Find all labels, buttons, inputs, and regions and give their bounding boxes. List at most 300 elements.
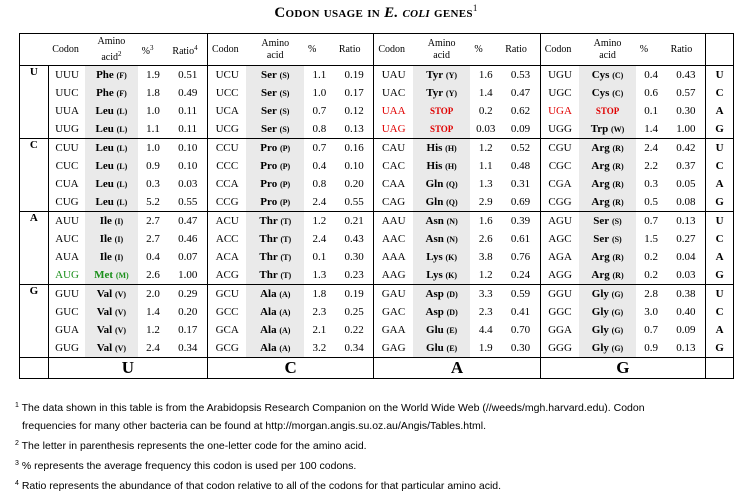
codon-cell: AAU [374,212,413,231]
table-row [20,285,734,304]
codon-cell: AGA [548,251,572,263]
header-codon: Codon [207,34,246,66]
percent-cell: 2.3 [478,306,493,318]
percent-cell: 5.2 [146,196,160,208]
codon-cell: UGU [548,69,572,81]
table-row [20,84,734,102]
third-base-label: C [706,157,734,175]
header-amino-acid: Amino acid [579,34,636,66]
header-ratio: Ratio [501,34,540,66]
percent-cell: 1.4 [478,87,493,99]
percent-cell: 1.5 [644,233,659,245]
ratio-cell: 0.20 [168,303,207,321]
header-percent: % [470,34,501,66]
amino-acid-cell: Arg (R) [579,175,636,193]
ratio-cell: 0.59 [501,285,540,304]
codon-cell: GAU [374,285,413,304]
ratio-cell: 0.17 [168,321,207,339]
amino-acid-cell: STOP [413,120,471,139]
third-base-label: U [706,66,734,85]
amino-acid-cell: Phe (F) [85,66,137,85]
ratio-cell: 0.51 [168,66,207,85]
table-row [20,212,734,231]
amino-acid-cell: Ala (A) [246,339,304,358]
ratio-cell: 0.38 [667,285,706,304]
ratio-cell: 0.07 [168,248,207,266]
percent-cell: 1.1 [312,69,327,81]
amino-acid-cell: Tyr (Y) [413,84,471,102]
codon-cell: CCC [216,160,239,172]
codon-cell: CCU [207,139,246,158]
ratio-cell: 0.09 [501,120,540,139]
ratio-cell: 0.23 [335,266,374,285]
codon-cell: AUU [48,212,85,231]
percent-cell: 0.2 [644,251,659,263]
ratio-cell: 0.05 [676,178,696,190]
amino-acid-cell: Cys (C) [579,84,636,102]
percent-cell: 0.9 [146,160,160,172]
codon-cell: AGC [548,233,572,245]
amino-acid-cell: Ile (I) [85,248,137,266]
percent-cell: 1.2 [478,269,493,281]
footnote-continuation: frequencies for many other bacteria can be found at http://morgan.angis.su.oz.au/Angis/Tables.html. [22,420,487,432]
percent-cell: 2.6 [146,269,160,281]
codon-cell: AGG [548,269,572,281]
third-base-label: G [706,193,734,212]
amino-acid-cell: STOP [413,102,471,120]
percent-cell: 0.4 [644,69,659,81]
codon-cell: UAU [381,69,406,81]
third-base-label: C [706,303,734,321]
amino-acid-cell: Thr (T) [246,212,304,231]
percent-cell: 1.4 [146,306,160,318]
amino-acid-cell: Gln (Q) [413,175,471,193]
ratio-cell: 0.10 [168,139,207,158]
table-row [20,303,734,321]
codon-cell: CUA [55,178,79,190]
amino-acid-cell: Leu (L) [85,175,137,193]
percent-cell: 2.4 [636,139,667,158]
footnotes [15,397,745,495]
ratio-cell: 0.08 [676,196,696,208]
percent-cell: 0.7 [304,139,335,158]
ratio-cell: 0.03 [676,269,696,281]
percent-cell: 1.1 [478,160,493,172]
percent-cell: 3.3 [470,285,501,304]
codon-cell: GCC [215,306,239,318]
amino-acid-cell: Cys (C) [579,66,636,85]
ratio-cell: 0.10 [335,157,374,175]
header-codon: Codon [374,34,413,66]
table-header-row [20,34,734,66]
ratio-cell: 0.13 [676,342,696,354]
table-row [20,139,734,158]
codon-cell: CCA [215,178,239,190]
codon-cell: AUA [55,251,79,263]
third-base-label: U [706,139,734,158]
third-base-label: G [706,266,734,285]
table-row [20,157,734,175]
percent-cell: 2.9 [478,196,493,208]
ratio-cell: 0.20 [335,175,374,193]
ratio-cell: 0.57 [676,87,696,99]
amino-acid-cell: Ser (S) [579,212,636,231]
percent-cell: 1.3 [312,269,327,281]
second-base-row [20,358,734,379]
percent-cell: 0.2 [478,105,493,117]
percent-cell: 0.03 [476,123,496,135]
percent-cell: 2.6 [478,233,493,245]
ratio-cell: 0.17 [335,84,374,102]
amino-acid-cell: Leu (L) [85,102,137,120]
codon-cell: UUA [55,105,79,117]
percent-cell: 2.3 [312,306,327,318]
table-row [20,248,734,266]
ratio-cell: 0.49 [168,84,207,102]
percent-cell: 1.0 [312,87,327,99]
ratio-cell: 0.62 [501,102,540,120]
amino-acid-cell: His (H) [413,139,471,158]
codon-table [19,33,734,379]
first-base-label: A [20,212,49,285]
ratio-cell: 0.03 [168,175,207,193]
amino-acid-cell: Phe (F) [85,84,137,102]
amino-acid-cell: Val (V) [85,321,137,339]
amino-acid-cell: Gly (G) [579,303,636,321]
codon-cell: UGA [548,105,572,117]
ratio-cell: 0.69 [501,193,540,212]
third-base-label: G [706,339,734,358]
codon-cell: GCA [215,324,239,336]
header-ratio: Ratio$^4$ [168,34,207,66]
codon-cell: UUG [55,123,79,135]
header-codon: Codon [48,34,85,66]
ratio-cell: 0.40 [676,306,696,318]
codon-cell: CAA [381,178,406,190]
ratio-cell: 0.43 [676,69,696,81]
percent-cell: 0.1 [312,251,327,263]
percent-cell: 1.2 [470,139,501,158]
codon-cell: GCG [215,342,239,354]
codon-cell: CUU [48,139,85,158]
ratio-cell: 0.30 [676,105,696,117]
codon-cell: AGU [540,212,579,231]
header-amino-acid: Amino acid [413,34,471,66]
amino-acid-cell: Val (V) [85,303,137,321]
amino-acid-cell: Glu (E) [413,321,471,339]
percent-cell: 1.3 [478,178,493,190]
ratio-cell: 1.00 [168,266,207,285]
codon-cell: GUG [55,342,79,354]
codon-cell: AUC [55,233,79,245]
codon-cell: UAG [381,123,406,135]
third-base-label: A [706,175,734,193]
ratio-cell: 0.22 [335,321,374,339]
amino-acid-cell: Arg (R) [579,266,636,285]
header-ratio: Ratio [335,34,374,66]
codon-cell: CCG [215,196,239,208]
codon-cell: GGA [548,324,572,336]
header-percent: % [304,34,335,66]
amino-acid-cell: Leu (L) [85,139,137,158]
third-base-label: C [706,230,734,248]
footnote: $^1$ The data shown in this table is from the Arabidopsis Research Companion on the World Wide Web (//weeds/mgh.harvard.edu). Codon [15,402,645,414]
ratio-cell: 0.61 [501,230,540,248]
codon-cell: CUG [55,196,79,208]
third-base-label: A [706,321,734,339]
second-base-label: U [48,358,207,379]
percent-cell: 4.4 [478,324,493,336]
amino-acid-cell: Leu (L) [85,193,137,212]
codon-cell: GGG [548,342,572,354]
amino-acid-cell: Gly (G) [579,285,636,304]
percent-cell: 0.7 [312,105,327,117]
amino-acid-cell: Asp (D) [413,303,471,321]
ratio-cell: 0.47 [501,84,540,102]
ratio-cell: 0.21 [335,212,374,231]
amino-acid-cell: Arg (R) [579,157,636,175]
percent-cell: 1.0 [146,105,160,117]
percent-cell: 0.8 [312,123,327,135]
second-base-label: G [540,358,705,379]
amino-acid-cell: Thr (T) [246,248,304,266]
amino-acid-cell: Ile (I) [85,212,137,231]
codon-cell: AAG [381,269,406,281]
ratio-cell: 0.53 [501,66,540,85]
ratio-cell: 0.34 [335,339,374,358]
percent-cell: 0.4 [312,160,327,172]
ratio-cell: 0.42 [667,139,706,158]
table-row [20,175,734,193]
percent-cell: 3.8 [478,251,493,263]
codon-cell: UCC [215,87,239,99]
table-row [20,266,734,285]
codon-cell: UAA [381,105,406,117]
amino-acid-cell: Tyr (Y) [413,66,471,85]
codon-cell: ACG [215,269,239,281]
ratio-cell: 0.11 [168,120,207,139]
ratio-cell: 0.52 [501,139,540,158]
percent-cell: 1.8 [146,87,160,99]
codon-cell: GAG [381,342,406,354]
amino-acid-cell: Ile (I) [85,230,137,248]
ratio-cell: 0.55 [335,193,374,212]
percent-cell: 1.2 [304,212,335,231]
amino-acid-cell: Lys (K) [413,248,471,266]
table-row [20,120,734,139]
ratio-cell: 1.00 [676,123,696,135]
codon-cell: UGC [548,87,572,99]
footnote: $^3$ % represents the average frequency this codon is used per 100 codons. [15,460,357,472]
ratio-cell: 0.43 [335,230,374,248]
table-row [20,321,734,339]
ratio-cell: 0.39 [501,212,540,231]
percent-cell: 2.8 [636,285,667,304]
codon-cell: UAC [381,87,406,99]
page-title: Codon usage in E. coli genes$^1$ [274,3,478,21]
first-base-label: G [20,285,49,358]
codon-cell: CAU [374,139,413,158]
amino-acid-cell: Pro (P) [246,193,304,212]
amino-acid-cell: Arg (R) [579,139,636,158]
codon-cell: CUC [55,160,79,172]
ratio-cell: 0.47 [168,212,207,231]
amino-acid-cell: Gly (G) [579,339,636,358]
ratio-cell: 0.76 [501,248,540,266]
amino-acid-cell: Pro (P) [246,139,304,158]
amino-acid-cell: Ser (S) [246,120,304,139]
codon-cell: GUU [48,285,85,304]
ratio-cell: 0.46 [168,230,207,248]
amino-acid-cell: Pro (P) [246,157,304,175]
codon-cell: UCU [215,69,239,81]
ratio-cell: 0.16 [335,139,374,158]
amino-acid-cell: Met (M) [85,266,137,285]
header-amino-acid: Amino acid$^2$ [85,34,137,66]
ratio-cell: 0.48 [501,157,540,175]
codon-cell: GGU [540,285,579,304]
percent-cell: 1.1 [146,123,160,135]
amino-acid-cell: Glu (E) [413,339,471,358]
amino-acid-cell: Val (V) [85,285,137,304]
amino-acid-cell: Ser (S) [246,102,304,120]
percent-cell: 0.2 [644,269,659,281]
codon-cell: UCG [215,123,239,135]
percent-cell: 2.0 [138,285,169,304]
table-row [20,230,734,248]
third-base-label: C [706,84,734,102]
percent-cell: 2.4 [312,233,327,245]
header-amino-acid: Amino acid [246,34,304,66]
amino-acid-cell: Ala (A) [246,321,304,339]
codon-cell: UGG [548,123,572,135]
ratio-cell: 0.10 [168,157,207,175]
amino-acid-cell: Thr (T) [246,230,304,248]
codon-cell: CGC [548,160,572,172]
ratio-cell: 0.41 [501,303,540,321]
codon-cell: UUC [55,87,79,99]
first-base-label: C [20,139,49,212]
amino-acid-cell: Trp (W) [579,120,636,139]
codon-cell: AAC [381,233,406,245]
amino-acid-cell: Asn (N) [413,212,471,231]
percent-cell: 1.9 [146,69,160,81]
codon-cell: ACC [215,233,239,245]
amino-acid-cell: Leu (L) [85,120,137,139]
codon-cell: AUG [55,269,79,281]
percent-cell: 2.7 [138,212,169,231]
codon-cell: CGA [548,178,572,190]
header-percent: % [636,34,667,66]
percent-cell: 0.4 [146,251,160,263]
first-base-label: U [20,66,49,139]
codon-cell: CAG [381,196,406,208]
codon-cell: ACA [215,251,239,263]
amino-acid-cell: Thr (T) [246,266,304,285]
header-ratio: Ratio [667,34,706,66]
codon-cell: UCA [215,105,239,117]
codon-cell: ACU [207,212,246,231]
ratio-cell: 0.27 [676,233,696,245]
footnote: $^4$ Ratio represents the abundance of that codon relative to all of the codons for that particular amino acid. [15,480,502,492]
amino-acid-cell: His (H) [413,157,471,175]
codon-cell: CGU [540,139,579,158]
third-base-label: A [706,248,734,266]
table-row [20,102,734,120]
ratio-cell: 0.13 [335,120,374,139]
ratio-cell: 0.19 [335,285,374,304]
percent-cell: 2.1 [312,324,327,336]
amino-acid-cell: Lys (K) [413,266,471,285]
table-row [20,66,734,85]
percent-cell: 0.3 [644,178,659,190]
second-base-label: A [374,358,540,379]
amino-acid-cell: Gln (Q) [413,193,471,212]
codon-cell: AAA [381,251,406,263]
amino-acid-cell: Ser (S) [246,66,304,85]
codon-cell: CGG [548,196,572,208]
amino-acid-cell: Leu (L) [85,157,137,175]
codon-cell: GAA [381,324,406,336]
third-base-label: G [706,120,734,139]
third-base-label: A [706,102,734,120]
codon-cell: CAC [382,160,405,172]
ratio-cell: 0.11 [168,102,207,120]
amino-acid-cell: Asp (D) [413,285,471,304]
percent-cell: 3.2 [312,342,327,354]
amino-acid-cell: Gly (G) [579,321,636,339]
ratio-cell: 0.13 [667,212,706,231]
percent-cell: 1.4 [644,123,659,135]
amino-acid-cell: Arg (R) [579,193,636,212]
amino-acid-cell: Asn (N) [413,230,471,248]
amino-acid-cell: Arg (R) [579,248,636,266]
second-base-label: C [207,358,373,379]
amino-acid-cell: Pro (P) [246,175,304,193]
ratio-cell: 0.34 [168,339,207,358]
codon-cell: GCU [207,285,246,304]
amino-acid-cell: STOP [579,102,636,120]
percent-cell: 1.9 [478,342,493,354]
percent-cell: 0.6 [644,87,659,99]
ratio-cell: 0.70 [501,321,540,339]
ratio-cell: 0.37 [676,160,696,172]
footnote: $^2$ The letter in parenthesis represents the one-letter code for the amino acid. [15,440,367,452]
percent-cell: 1.8 [304,285,335,304]
percent-cell: 0.3 [146,178,160,190]
ratio-cell: 0.30 [335,248,374,266]
percent-cell: 0.7 [636,212,667,231]
percent-cell: 1.0 [138,139,169,158]
percent-cell: 1.6 [478,69,493,81]
header-codon: Codon [540,34,579,66]
amino-acid-cell: Val (V) [85,339,137,358]
amino-acid-cell: Ala (A) [246,285,304,304]
percent-cell: 0.1 [644,105,659,117]
codon-cell: UUU [55,69,79,81]
ratio-cell: 0.09 [676,324,696,336]
third-base-label: U [706,212,734,231]
table-row [20,339,734,358]
percent-cell: 0.8 [312,178,327,190]
ratio-cell: 0.19 [335,66,374,85]
ratio-cell: 0.29 [168,285,207,304]
percent-cell: 0.7 [644,324,659,336]
percent-cell: 1.6 [470,212,501,231]
codon-cell: GAC [381,306,406,318]
percent-cell: 2.4 [146,342,160,354]
ratio-cell: 0.24 [501,266,540,285]
